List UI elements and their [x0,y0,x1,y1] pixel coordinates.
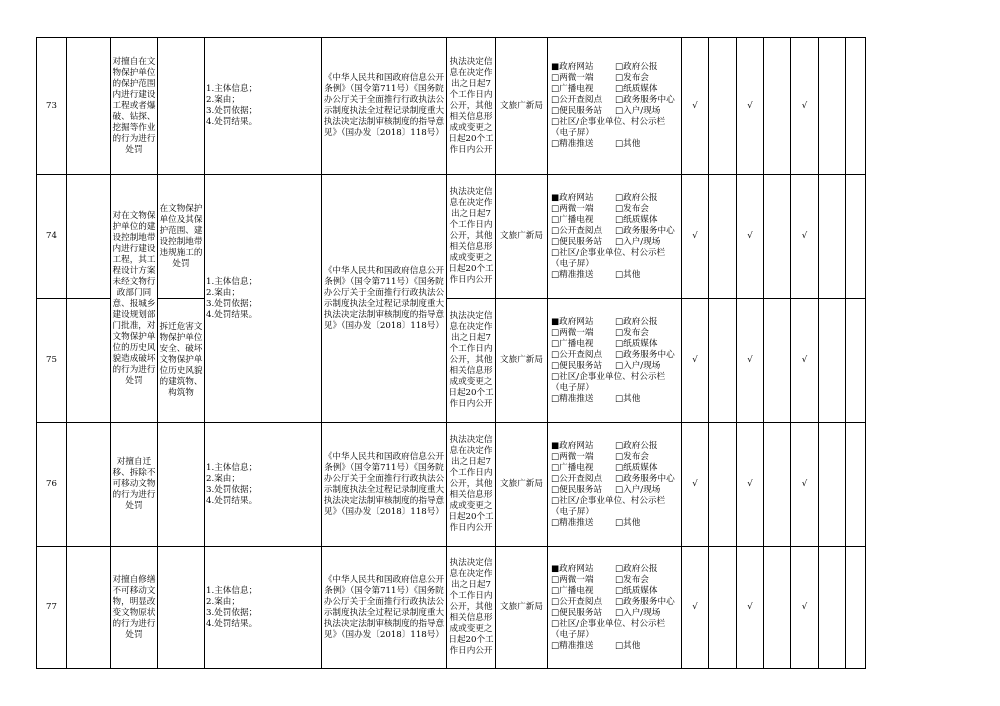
matter-cell: 对擅自迁移、拆除不可移动文物的行为进行处罚 [111,423,158,547]
channel-option: □纸质媒体 [615,84,658,94]
mark-cell [764,299,791,423]
legal-basis-cell: 《中华人民共和国政府信息公开条例》（国令第711号）《国务院办公厅关于全面推行行政执法公示制度执法全过程记录制度重大执法决定法制审核制度的指导意见》（国办发〔2018〕118号） [322,38,447,175]
department-cell: 文旅广新局 [496,423,548,547]
content-item: 1.主体信息； [206,276,258,287]
channel-option: □政务服务中心 [615,95,675,105]
channel-option: □纸质媒体 [615,214,658,225]
channel-option: □其他 [615,139,641,149]
channel-line [551,117,680,128]
channel-line [551,496,680,507]
mark-cell: √ [791,38,819,175]
channel-line [551,139,680,150]
channel-line [551,248,680,259]
mark-cell: √ [737,299,764,423]
channel-option: □发布会 [615,451,649,462]
channel-option: □发布会 [615,73,649,83]
channel-line [551,84,680,95]
matter-cell: 对在文物保护单位的建设控制地带内进行建设工程，其工程设计方案未经文物行政部门同意、报城乡建设规划部门批准，对文物保护单位的历史风貌造成破坏的行为进行处罚 [111,175,158,423]
mark-cell: √ [682,547,709,669]
legal-basis-cell: 《中华人民共和国政府信息公开条例》（国令第711号）《国务院办公厅关于全面推行行政执法公示制度执法全过程记录制度重大执法决定法制审核制度的指导意见》（国办发〔2018〕118号） [322,175,447,423]
channel-line [551,586,680,597]
disclosure-table [36,37,866,669]
channel-line [551,317,680,328]
channel-line [551,452,680,463]
content-item: 2.案由； [206,287,240,298]
channel-line [551,95,680,106]
mark-cell [709,175,737,299]
channel-line [551,193,680,204]
sub-matter-cell: 在文物保护单位及其保护范围、建设控制地带违规施工的处罚 [158,175,205,299]
mark-cell [819,38,846,175]
channel-option: （电子屏） [551,629,594,640]
deadline-cell: 执法决定信息在决定作出之日起7个工作日内公开，其他相关信息形成或变更之日起20个工作日内公开 [447,423,496,547]
channel-option: □入户/现场 [615,484,661,495]
channel-line [551,226,680,237]
channel-option: □两微一端 [551,327,594,338]
content-cell [205,423,322,547]
table-row [37,299,866,423]
channel-option: ■政府网站 [551,440,594,451]
content-item: 1.主体信息； [206,585,258,596]
mark-cell: √ [682,423,709,547]
channel-line [551,518,680,529]
channel-option: □广播电视 [551,585,594,596]
channel-option: □纸质媒体 [615,338,658,349]
mark-cell [819,299,846,423]
channel-option: □公开查阅点 [551,225,603,236]
mark-cell [819,423,846,547]
mark-cell [709,299,737,423]
channel-option: □发布会 [615,574,649,585]
channel-option: □便民服务站 [551,484,603,495]
channel-line [551,507,680,518]
channel-option: □精准推送 [551,517,594,528]
mark-cell: √ [791,299,819,423]
legal-basis-cell: 《中华人民共和国政府信息公开条例》（国令第711号）《国务院办公厅关于全面推行行政执法公示制度执法全过程记录制度重大执法决定法制审核制度的指导意见》（国办发〔2018〕118号） [322,547,447,669]
mark-cell: √ [737,175,764,299]
content-item: 4.处罚结果。 [206,309,258,320]
channel-option: □便民服务站 [551,360,603,371]
deadline-cell: 执法决定信息在决定作出之日起7个工作日内公开，其他相关信息形成或变更之日起20个工作日内公开 [447,38,496,175]
channel-option: □纸质媒体 [615,462,658,473]
channel-line [551,630,680,641]
channel-option: ■政府网站 [551,316,594,327]
department-cell: 文旅广新局 [496,547,548,669]
channel-line [551,441,680,452]
channel-option: （电子屏） [551,506,594,517]
channel-option: □其他 [615,269,641,280]
mark-cell: √ [682,38,709,175]
channel-line [551,564,680,575]
channel-option: □社区/企事业单位、村公示栏 [551,247,666,258]
channel-line [551,339,680,350]
mark-cell: √ [791,175,819,299]
channel-option: □公开查阅点 [551,473,603,484]
mark-cell: √ [791,423,819,547]
matter-cell: 对擅自修缮不可移动文物，明显改变文物原状的行为进行处罚 [111,547,158,669]
channel-option: □政务服务中心 [615,596,675,607]
mark-cell [709,547,737,669]
channel-line [551,575,680,586]
department-cell: 文旅广新局 [496,175,548,299]
deadline-cell: 执法决定信息在决定作出之日起7个工作日内公开，其他相关信息形成或变更之日起20个工作日内公开 [447,299,496,423]
channel-line [551,237,680,248]
channel-line [551,597,680,608]
channel-line [551,215,680,226]
mark-cell: √ [682,175,709,299]
content-cell [205,547,322,669]
channels-cell [548,38,682,175]
content-item: 3.处罚依据； [206,484,258,495]
channel-option: □精准推送 [551,269,594,280]
channel-line [551,62,680,73]
channel-option: □政府公报 [615,192,658,203]
channel-option: □广播电视 [551,214,594,225]
channel-option: □精准推送 [551,640,594,651]
mark-cell: √ [682,299,709,423]
content-item: 2.案由； [206,596,240,607]
content-item: 1.主体信息； [206,84,258,94]
channel-option: □其他 [615,517,641,528]
channel-option: □入户/现场 [615,236,661,247]
channels-cell [548,175,682,299]
channel-option: □公开查阅点 [551,349,603,360]
channel-line [551,361,680,372]
channel-option: □政务服务中心 [615,225,675,236]
channel-option: □其他 [615,640,641,651]
channel-option: □便民服务站 [551,106,603,116]
channel-option: □入户/现场 [615,360,661,371]
channel-option: □便民服务站 [551,607,603,618]
mark-cell [764,175,791,299]
channel-line [551,106,680,117]
table-row [37,547,866,669]
channel-option: □精准推送 [551,139,594,149]
channel-option: □政府公报 [615,62,658,72]
mark-cell [819,175,846,299]
content-item: 4.处罚结果。 [206,495,258,506]
row-number: 77 [37,547,67,669]
channel-line [551,474,680,485]
content-item: 3.处罚依据； [206,298,258,309]
channel-option: □纸质媒体 [615,585,658,596]
content-item: 1.主体信息； [206,462,258,473]
department-cell: 文旅广新局 [496,38,548,175]
mark-cell [764,423,791,547]
channel-option: □广播电视 [551,84,594,94]
content-item: 3.处罚依据； [206,106,258,116]
channel-option: □社区/企事业单位、村公示栏 [551,117,666,127]
content-item: 2.案由； [206,95,240,105]
channel-option: □社区/企事业单位、村公示栏 [551,495,666,506]
mark-cell [709,423,737,547]
content-cell [205,175,322,423]
content-item: 4.处罚结果。 [206,117,258,127]
content-item: 3.处罚依据； [206,607,258,618]
channel-option: ■政府网站 [551,192,594,203]
channel-line [551,328,680,339]
channel-line [551,128,680,139]
mark-cell [819,547,846,669]
channel-line [551,73,680,84]
channel-option: □政府公报 [615,563,658,574]
channel-option: □公开查阅点 [551,596,603,607]
table-row [37,175,866,299]
channel-option: □广播电视 [551,338,594,349]
channel-option: □广播电视 [551,462,594,473]
channel-option: □社区/企事业单位、村公示栏 [551,618,666,629]
deadline-cell: 执法决定信息在决定作出之日起7个工作日内公开，其他相关信息形成或变更之日起20个工作日内公开 [447,547,496,669]
channel-option: （电子屏） [551,382,594,393]
channel-line [551,204,680,215]
channel-line [551,485,680,496]
channel-option: □发布会 [615,203,649,214]
channel-option: □两微一端 [551,203,594,214]
row-number: 76 [37,423,67,547]
channel-line [551,270,680,281]
deadline-cell: 执法决定信息在决定作出之日起7个工作日内公开，其他相关信息形成或变更之日起20个工作日内公开 [447,175,496,299]
channel-option: □便民服务站 [551,236,603,247]
channel-option: □政务服务中心 [615,473,675,484]
channels-cell [548,299,682,423]
mark-cell: √ [737,547,764,669]
channel-line [551,608,680,619]
channel-option: □社区/企事业单位、村公示栏 [551,371,666,382]
channel-option: □其他 [615,393,641,404]
channel-option: □政府公报 [615,440,658,451]
sub-matter-cell: 拆迁危害文物保护单位安全、破坏文物保护单位历史风貌的建筑物、构筑物 [158,299,205,423]
mark-cell: √ [737,423,764,547]
channel-line [551,619,680,630]
table-row [37,38,866,175]
content-cell [205,38,322,175]
channel-option: □两微一端 [551,73,594,83]
channel-option: （电子屏） [551,258,594,269]
channel-option: ■政府网站 [551,62,594,72]
legal-basis-cell: 《中华人民共和国政府信息公开条例》（国令第711号）《国务院办公厅关于全面推行行政执法公示制度执法全过程记录制度重大执法决定法制审核制度的指导意见》（国办发〔2018〕118号） [322,423,447,547]
channel-option: □政务服务中心 [615,349,675,360]
channel-line [551,394,680,405]
content-item: 2.案由； [206,473,240,484]
channel-option: ■政府网站 [551,563,594,574]
table-row [37,423,866,547]
channel-option: □政府公报 [615,316,658,327]
mark-cell: √ [737,38,764,175]
channel-option: □发布会 [615,327,649,338]
channels-cell [548,423,682,547]
mark-cell [764,547,791,669]
channel-line [551,372,680,383]
channel-option: □公开查阅点 [551,95,603,105]
mark-cell [764,38,791,175]
channels-cell [548,547,682,669]
channel-option: □入户/现场 [615,607,661,618]
row-number: 74 [37,175,67,299]
channel-line [551,463,680,474]
channel-line [551,641,680,652]
mark-cell: √ [791,547,819,669]
department-cell: 文旅广新局 [496,299,548,423]
channel-option: □精准推送 [551,393,594,404]
channel-line [551,383,680,394]
channel-option: □两微一端 [551,451,594,462]
matter-cell: 对擅自在文物保护单位的保护范围内进行建设工程或者爆破、钻探、挖掘等作业的行为进行处罚 [111,38,158,175]
row-number: 75 [37,299,67,423]
channel-line [551,350,680,361]
channel-line [551,259,680,270]
row-number: 73 [37,38,67,175]
channel-option: □入户/现场 [615,106,661,116]
channel-option: □两微一端 [551,574,594,585]
mark-cell [709,38,737,175]
content-item: 4.处罚结果。 [206,618,258,629]
channel-option: （电子屏） [551,128,594,138]
